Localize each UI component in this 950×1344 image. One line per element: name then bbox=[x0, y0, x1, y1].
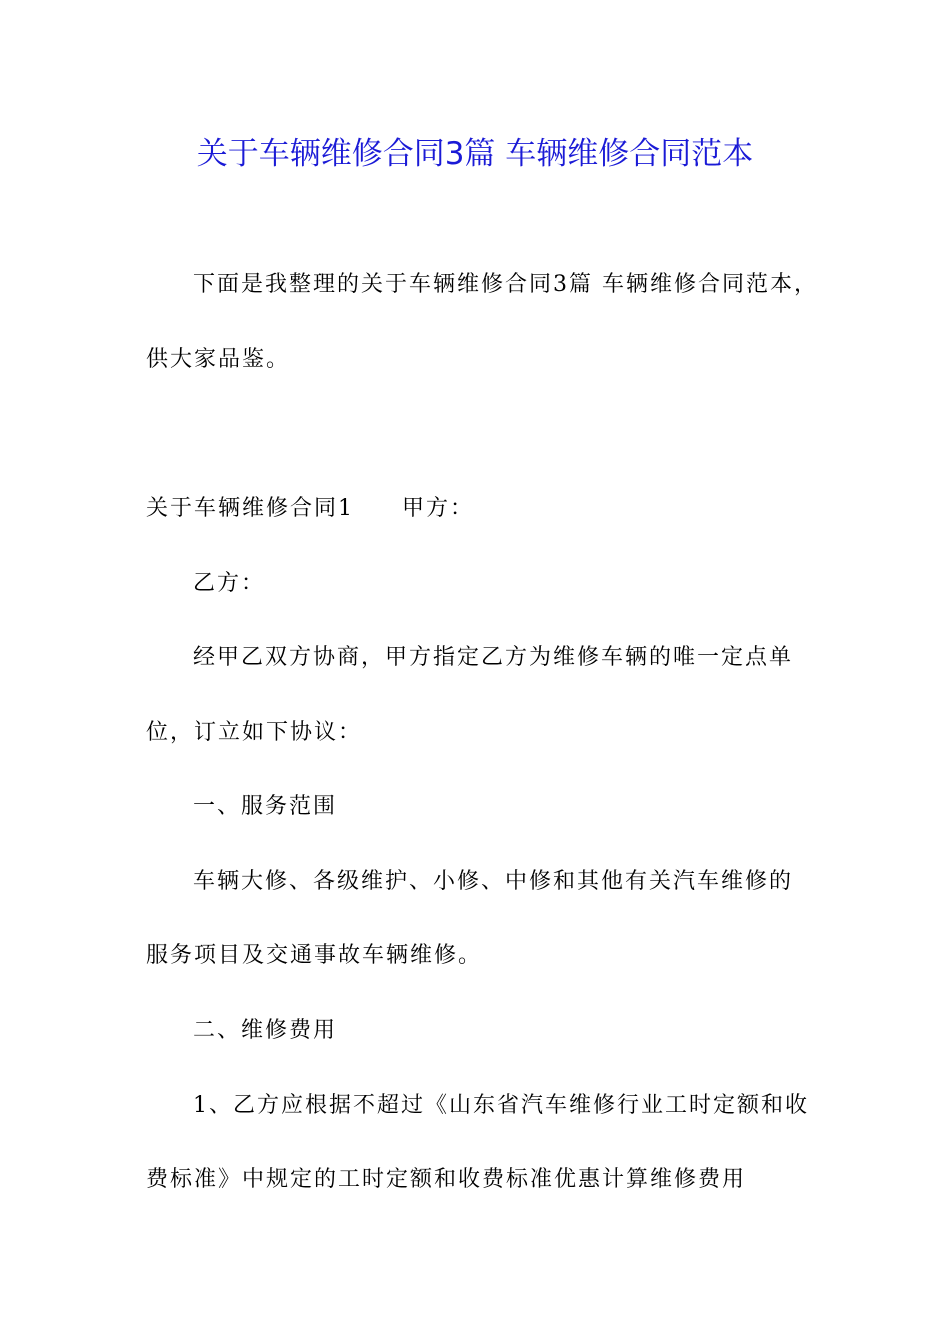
contract-heading-party-a: 关于车辆维修合同1 甲方： bbox=[146, 496, 474, 521]
repair-fees-line-1: 1、乙方应根据不超过《山东省汽车维修行业工时定额和收 bbox=[193, 1093, 809, 1118]
repair-fees-line-2: 费标准》中规定的工时定额和收费标准优惠计算维修费用 bbox=[146, 1167, 747, 1192]
party-b-line: 乙方： bbox=[193, 571, 266, 596]
intro-line-1: 下面是我整理的关于车辆维修合同3篇 车辆维修合同范本， bbox=[193, 272, 818, 297]
agreement-line-2: 位，订立如下协议： bbox=[146, 720, 363, 745]
agreement-line-1: 经甲乙双方协商，甲方指定乙方为维修车辆的唯一定点单 bbox=[193, 645, 794, 670]
section-heading-repair-fees: 二、维修费用 bbox=[193, 1018, 338, 1043]
document-title: 关于车辆维修合同3篇 车辆维修合同范本 bbox=[196, 136, 754, 172]
service-scope-line-2: 服务项目及交通事故车辆维修。 bbox=[146, 943, 483, 968]
service-scope-line-1: 车辆大修、各级维护、小修、中修和其他有关汽车维修的 bbox=[193, 869, 794, 894]
intro-line-2: 供大家品鉴。 bbox=[146, 347, 291, 372]
section-heading-service-scope: 一、服务范围 bbox=[193, 794, 338, 819]
